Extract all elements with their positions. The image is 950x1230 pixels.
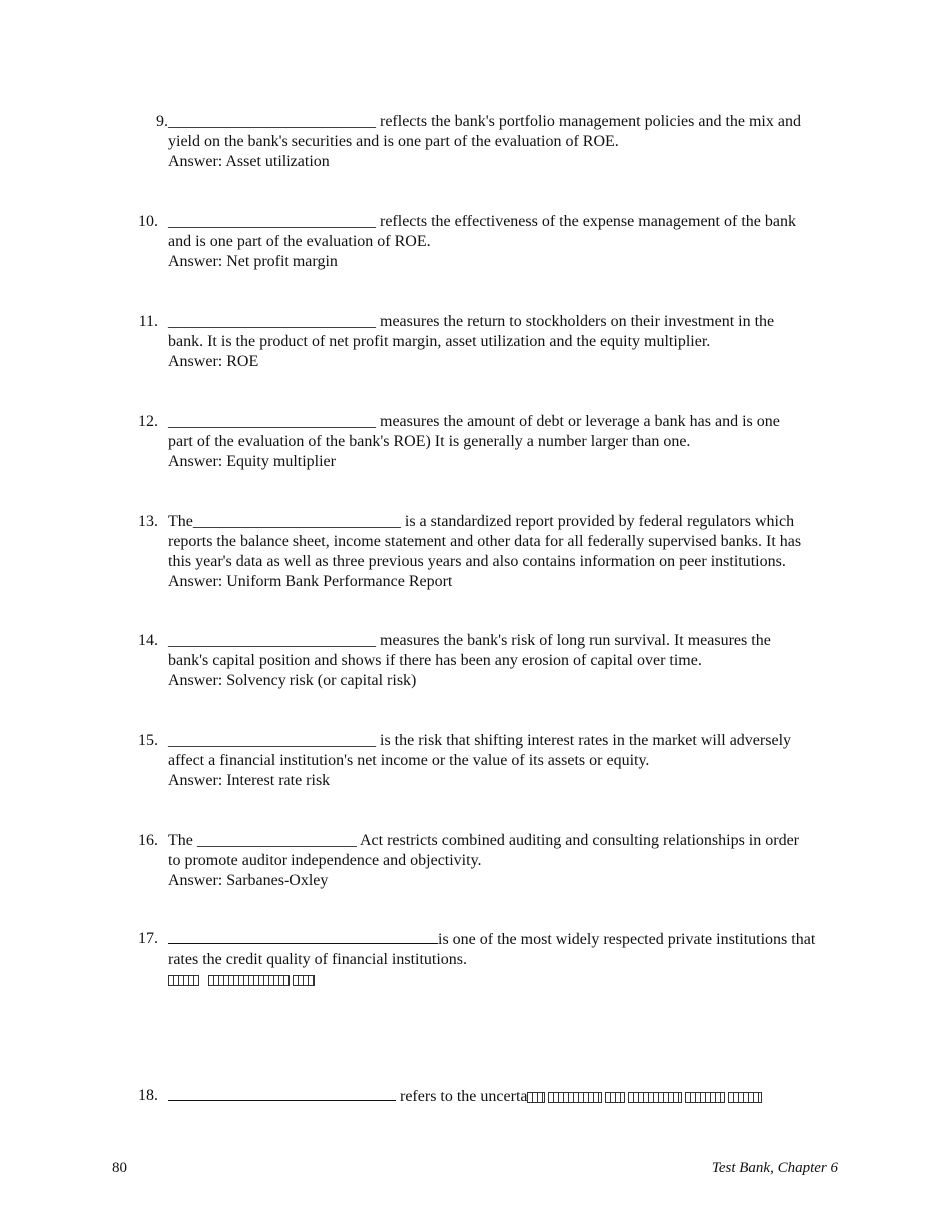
question-11	[138, 312, 843, 372]
question-text-line-2: bank. It is the product of net profit margin, asset utilization and the equity multiplier.	[168, 333, 711, 350]
question-number: 9.	[156, 113, 168, 130]
garbled-glyphs	[527, 1092, 545, 1103]
question-12	[138, 412, 843, 472]
answer-text: Answer: Interest rate risk	[168, 772, 331, 789]
answer-blank-line	[168, 929, 438, 944]
question-number: 16.	[138, 832, 158, 849]
question-text-line-1	[168, 1086, 843, 1107]
answer-text: Answer: Sarbanes-Oxley	[168, 872, 329, 889]
question-17	[138, 929, 843, 990]
question-text: is one of the most widely respected private institutions that	[438, 931, 816, 948]
question-13	[138, 512, 843, 592]
question-text-line-2: and is one part of the evaluation of ROE.	[168, 233, 431, 250]
garbled-answer	[168, 970, 843, 990]
question-text-line-2: bank's capital position and shows if there has been any erosion of capital over time.	[168, 652, 702, 669]
answer-text: Answer: Solvency risk (or capital risk)	[168, 672, 417, 689]
garbled-glyphs	[548, 1092, 602, 1103]
question-10	[138, 212, 843, 272]
question-number: 13.	[138, 513, 158, 530]
question-text-line-2: affect a financial institution's net income or the value of its assets or equity.	[168, 752, 650, 769]
question-text-line-1: __________________________ is the risk that shifting interest rates in the market will adversely	[168, 732, 792, 749]
question-text-line-1	[168, 929, 843, 950]
question-number: 14.	[138, 632, 158, 649]
garbled-glyphs	[728, 1092, 762, 1103]
answer-text: Answer: ROE	[168, 353, 259, 370]
question-9	[156, 112, 843, 172]
question-number: 15.	[138, 732, 158, 749]
question-text-line-2: reports the balance sheet, income statement and other data for all federally supervised banks. It has	[168, 533, 802, 550]
answer-text: Answer: Net profit margin	[168, 253, 338, 270]
answer-text: Answer: Asset utilization	[168, 153, 330, 170]
question-text: refers to the uncerta	[400, 1088, 528, 1105]
question-text-line-1: __________________________ measures the return to stockholders on their investment in the	[168, 313, 775, 330]
question-number: 10.	[138, 213, 158, 230]
garbled-glyphs	[605, 1092, 625, 1103]
garbled-glyphs	[208, 975, 290, 986]
question-text-line-1: __________________________ reflects the effectiveness of the expense management of the bank	[168, 213, 796, 230]
question-number: 12.	[138, 413, 158, 430]
garbled-glyphs	[628, 1092, 682, 1103]
page-number: 80	[112, 1160, 127, 1176]
answer-text: Answer: Equity multiplier	[168, 453, 336, 470]
question-text-line-2: yield on the bank's securities and is one part of the evaluation of ROE.	[168, 133, 619, 150]
question-text-line-3: this year's data as well as three previous years and also contains information on peer institutions.	[168, 553, 786, 570]
question-text-line-2: rates the credit quality of financial institutions.	[168, 951, 468, 968]
question-16	[138, 831, 843, 891]
garbled-glyphs	[293, 975, 315, 986]
answer-text: Answer: Uniform Bank Performance Report	[168, 573, 453, 590]
chapter-footer: Test Bank, Chapter 6	[711, 1160, 838, 1176]
question-text-line-1: The ____________________ Act restricts combined auditing and consulting relationships in order	[168, 832, 800, 849]
question-text-line-2: to promote auditor independence and objectivity.	[168, 852, 482, 869]
question-14	[138, 631, 843, 691]
garbled-glyphs	[685, 1092, 725, 1103]
question-text-line-1: __________________________ reflects the bank's portfolio management policies and the mix and	[168, 113, 801, 130]
answer-blank-line	[168, 1086, 396, 1101]
question-text-line-2: part of the evaluation of the bank's ROE) It is generally a number larger than one.	[168, 433, 691, 450]
question-number: 11.	[138, 313, 158, 330]
garbled-glyphs	[168, 975, 199, 986]
question-text-line-1: __________________________ measures the amount of debt or leverage a bank has and is one	[168, 413, 780, 430]
question-text-line-1: __________________________ measures the bank's risk of long run survival. It measures the	[168, 632, 771, 649]
question-number: 17.	[138, 930, 158, 947]
question-text-line-1: The__________________________ is a standardized report provided by federal regulators which	[168, 513, 795, 530]
question-18	[138, 1086, 843, 1107]
question-15	[138, 731, 843, 791]
question-number: 18.	[138, 1087, 158, 1104]
